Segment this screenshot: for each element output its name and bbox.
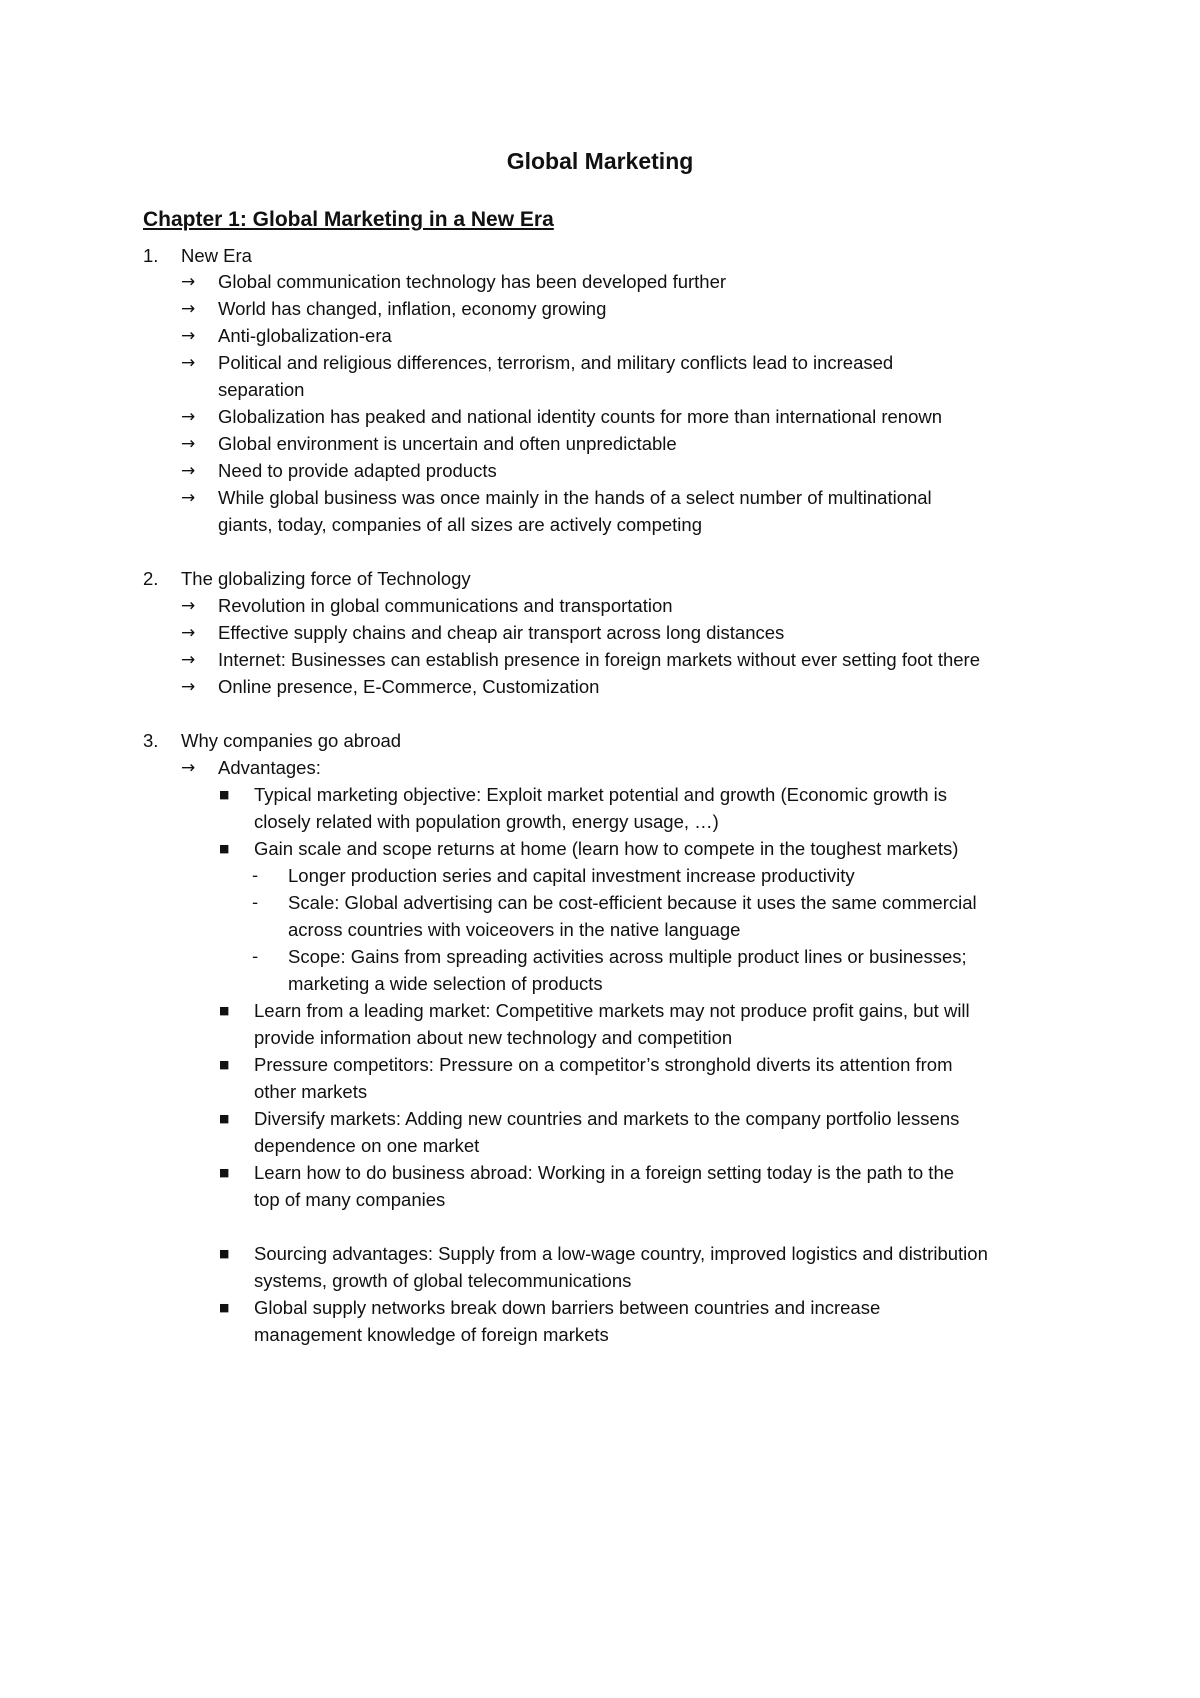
square-bullet-icon: ■ (219, 788, 230, 801)
arrow-bullet-icon: → (181, 299, 196, 319)
square-bullet-icon: ■ (219, 1112, 230, 1125)
square-bullet-icon: ■ (219, 1301, 230, 1314)
list-item-continuation: separation (218, 379, 305, 400)
chapter-heading: Chapter 1: Global Marketing in a New Era (143, 208, 554, 231)
list-item: Learn from a leading market: Competitive markets may not produce profit gains, but will (254, 1000, 970, 1021)
document-title: Global Marketing (506, 148, 694, 174)
section-heading: The globalizing force of Technology (181, 568, 471, 589)
list-item: Global supply networks break down barriers between countries and increase (254, 1297, 881, 1318)
section-heading: New Era (181, 245, 252, 266)
list-item-continuation: giants, today, companies of all sizes are actively competing (218, 514, 702, 535)
list-item: While global business was once mainly in the hands of a select number of multinational (218, 487, 932, 508)
section-number: 1. (143, 245, 159, 266)
list-item: Global communication technology has been developed further (218, 271, 727, 292)
subheading: Advantages: (218, 757, 321, 778)
list-item-continuation: provide information about new technology and competition (254, 1027, 733, 1048)
arrow-bullet-icon: → (181, 596, 196, 616)
list-item: Political and religious differences, terrorism, and military conflicts lead to increased (218, 352, 894, 373)
section-heading: Why companies go abroad (181, 730, 402, 751)
arrow-bullet-icon: → (181, 272, 196, 292)
list-item: Learn how to do business abroad: Working in a foreign setting today is the path to the (254, 1162, 955, 1183)
section-number: 2. (143, 568, 159, 589)
list-item: Online presence, E-Commerce, Customization (218, 676, 600, 697)
square-bullet-icon: ■ (219, 842, 230, 855)
list-item-continuation: systems, growth of global telecommunications (254, 1270, 632, 1291)
list-item: Pressure competitors: Pressure on a competitor’s stronghold diverts its attention from (254, 1054, 953, 1075)
list-item-continuation: management knowledge of foreign markets (254, 1324, 609, 1345)
arrow-bullet-icon: → (181, 353, 196, 373)
square-bullet-icon: ■ (219, 1058, 230, 1071)
list-item: Scope: Gains from spreading activities across multiple product lines or businesses; (288, 946, 967, 967)
list-item-continuation: top of many companies (254, 1189, 446, 1210)
square-bullet-icon: ■ (219, 1247, 230, 1260)
arrow-bullet-icon: → (181, 407, 196, 427)
arrow-bullet-icon: → (181, 461, 196, 481)
list-item: Globalization has peaked and national identity counts for more than international renown (218, 406, 943, 427)
arrow-bullet-icon: → (181, 434, 196, 454)
list-item: Revolution in global communications and transportation (218, 595, 673, 616)
list-item: Global environment is uncertain and often unpredictable (218, 433, 677, 454)
list-item: Sourcing advantages: Supply from a low-wage country, improved logistics and distribution (254, 1243, 988, 1264)
arrow-bullet-icon: → (181, 623, 196, 643)
list-item: Effective supply chains and cheap air transport across long distances (218, 622, 785, 643)
dash-bullet-icon: - (252, 866, 259, 886)
dash-bullet-icon: - (252, 893, 259, 913)
arrow-bullet-icon: → (181, 758, 196, 778)
list-item: Anti-globalization-era (218, 325, 392, 346)
list-item: Typical marketing objective: Exploit market potential and growth (Economic growth is (254, 784, 948, 805)
list-item-continuation: closely related with population growth, energy usage, …) (254, 811, 719, 832)
arrow-bullet-icon: → (181, 488, 196, 508)
list-item: Scale: Global advertising can be cost-efficient because it uses the same commercial (288, 892, 977, 913)
list-item: Need to provide adapted products (218, 460, 497, 481)
square-bullet-icon: ■ (219, 1004, 230, 1017)
section-number: 3. (143, 730, 159, 751)
list-item: Diversify markets: Adding new countries and markets to the company portfolio lessens (254, 1108, 960, 1129)
list-item: Gain scale and scope returns at home (learn how to compete in the toughest markets) (254, 838, 959, 859)
arrow-bullet-icon: → (181, 326, 196, 346)
list-item: Longer production series and capital investment increase productivity (288, 865, 855, 886)
arrow-bullet-icon: → (181, 677, 196, 697)
square-bullet-icon: ■ (219, 1166, 230, 1179)
list-item-continuation: other markets (254, 1081, 368, 1102)
dash-bullet-icon: - (252, 947, 259, 967)
list-item-continuation: marketing a wide selection of products (288, 973, 603, 994)
list-item-continuation: across countries with voiceovers in the native language (288, 919, 741, 940)
list-item: Internet: Businesses can establish presence in foreign markets without ever setting foot there (218, 649, 980, 670)
list-item-continuation: dependence on one market (254, 1135, 480, 1156)
arrow-bullet-icon: → (181, 650, 196, 670)
list-item: World has changed, inflation, economy growing (218, 298, 607, 319)
